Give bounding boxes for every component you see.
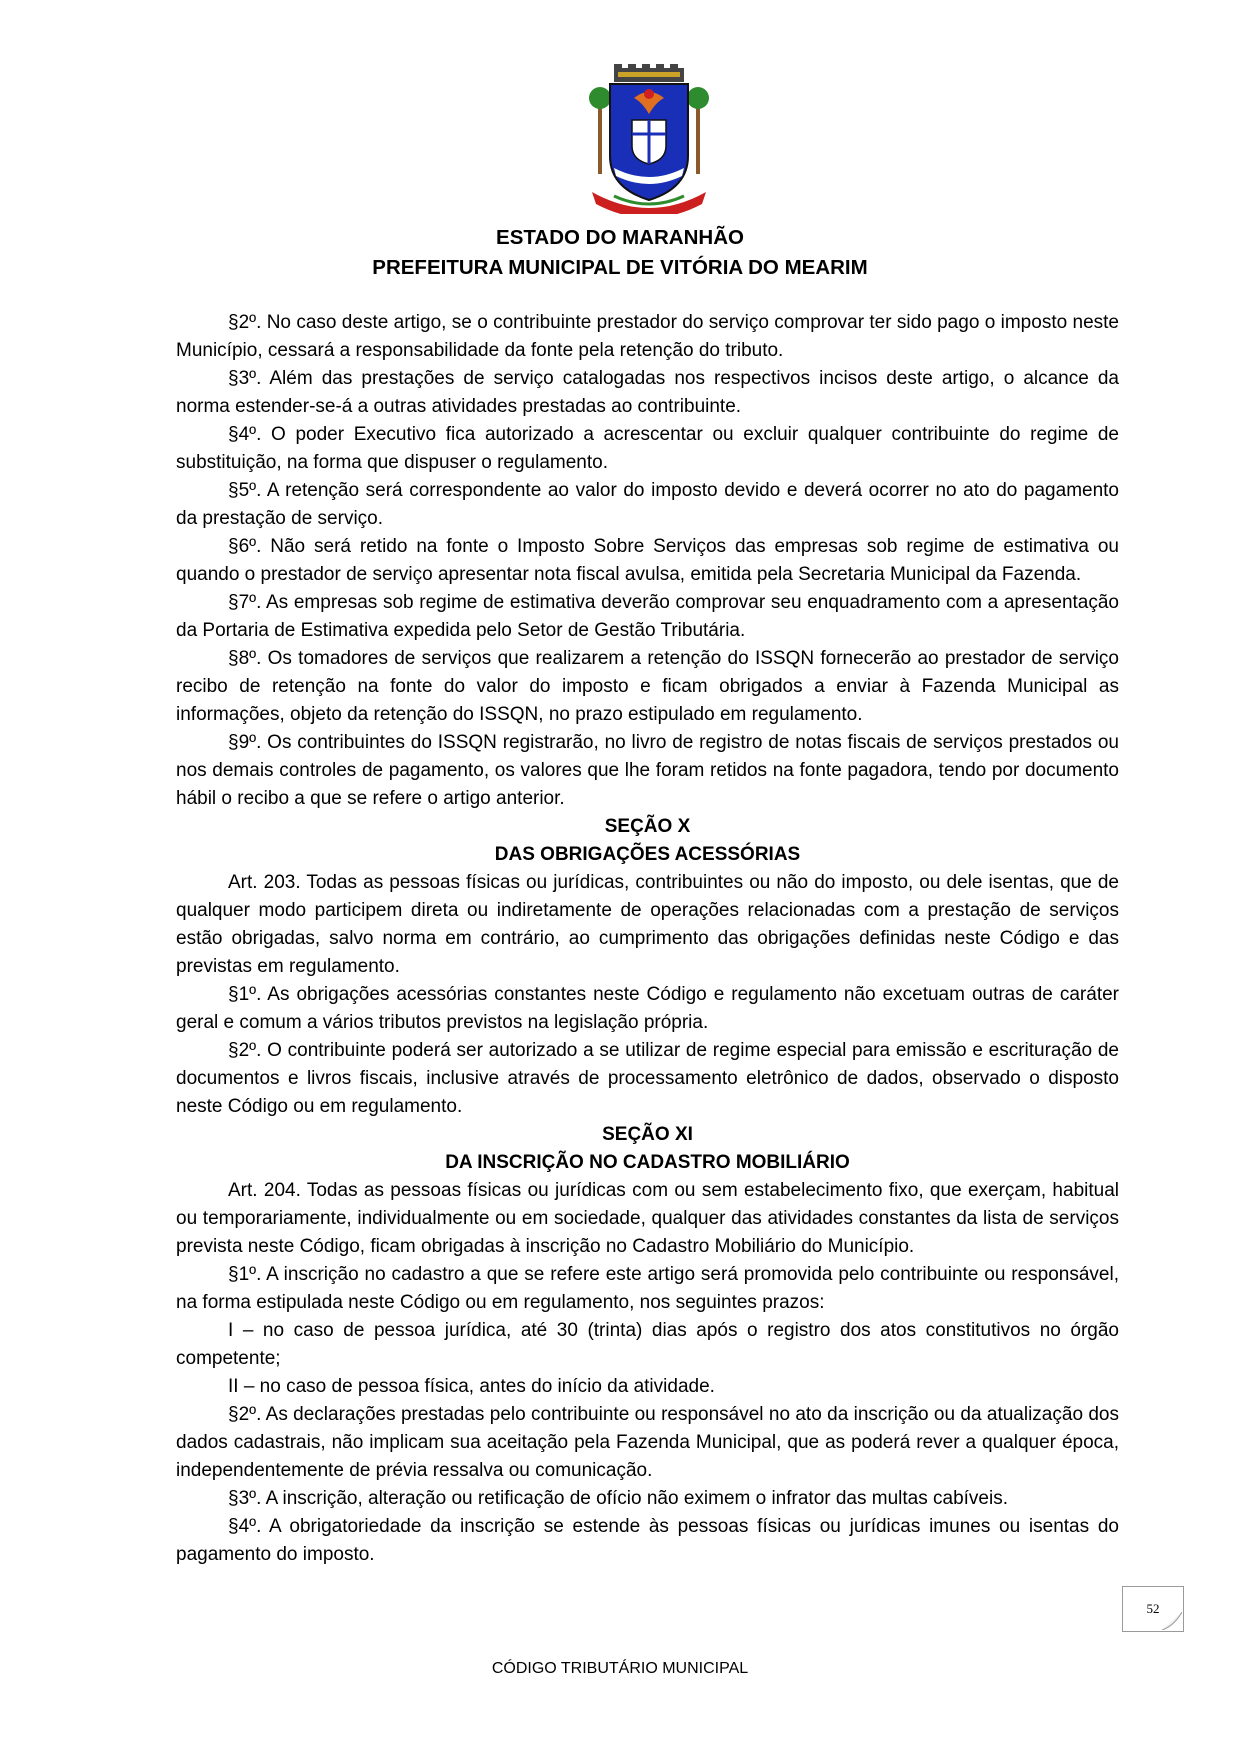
paragraph: §4º. O poder Executivo fica autorizado a acrescentar ou excluir qualquer contribuinte do regime de substituição, na forma que dispuser o regulamento. (176, 424, 1119, 473)
municipality-heading: PREFEITURA MUNICIPAL DE VITÓRIA DO MEARIM (372, 256, 868, 279)
paragraph: §1º. As obrigações acessórias constantes neste Código e regulamento não excetuam outras de caráter geral e comum a vários tributos previstos na legislação própria. (176, 984, 1119, 1033)
page-number: 52 (1122, 1586, 1184, 1632)
document-body (176, 309, 1119, 1569)
paragraph: §5º. A retenção será correspondente ao valor do imposto devido e deverá ocorrer no ato do pagamento da prestação de serviço. (176, 480, 1119, 529)
section-heading: SEÇÃO X (604, 816, 691, 837)
paragraph: §7º. As empresas sob regime de estimativa deverão comprovar seu enquadramento com a apresentação da Portaria de Estimativa expedida pelo Setor de Gestão Tributária. (176, 592, 1119, 641)
section-heading: DAS OBRIGAÇÕES ACESSÓRIAS (494, 844, 801, 865)
paragraph: §1º. A inscrição no cadastro a que se refere este artigo será promovida pelo contribuinte ou responsável, na forma estipulada neste Código ou em regulamento, nos seguintes prazos: (176, 1264, 1119, 1313)
paragraph: §4º. A obrigatoriedade da inscrição se estende às pessoas físicas ou jurídicas imunes ou isentas do pagamento do imposto. (176, 1516, 1119, 1565)
paragraph: Art. 203. Todas as pessoas físicas ou jurídicas, contribuintes ou não do imposto, ou dele isentas, que de qualquer modo participem direta ou indiretamente de operações relacionadas com a prestação de serviços estão obrigadas, salvo norma em contrário, ao cumprimento das obrigações definidas neste Código e das previstas em regulamento. (176, 872, 1119, 977)
paragraph: §3º. A inscrição, alteração ou retificação de ofício não eximem o infrator das multas cabíveis. (228, 1488, 1009, 1509)
paragraph: Art. 204. Todas as pessoas físicas ou jurídicas com ou sem estabelecimento fixo, que exerçam, habitual ou temporariamente, individualmente ou em sociedade, qualquer das atividades constantes da lista de serviços prevista neste Código, ficam obrigadas à inscrição no Cadastro Mobiliário do Município. (176, 1180, 1119, 1257)
section-heading: SEÇÃO XI (602, 1124, 693, 1145)
paragraph: §6º. Não será retido na fonte o Imposto Sobre Serviços das empresas sob regime de estimativa ou quando o prestador de serviço apresentar nota fiscal avulsa, emitida pela Secretaria Municipal da Fazenda. (176, 536, 1119, 585)
municipal-coat-of-arms (584, 64, 714, 214)
paragraph: II – no caso de pessoa física, antes do início da atividade. (228, 1376, 715, 1397)
paragraph: §8º. Os tomadores de serviços que realizarem a retenção do ISSQN fornecerão ao prestador de serviço recibo de retenção na fonte do valor do imposto e ficam obrigados a enviar à Fazenda Municipal as informações, objeto da retenção do ISSQN, no prazo estipulado em regulamento. (176, 648, 1119, 725)
paragraph: §2º. O contribuinte poderá ser autorizado a se utilizar de regime especial para emissão e escrituração de documentos e livros fiscais, inclusive através de processamento eletrônico de dados, observado o disposto neste Código ou em regulamento. (176, 1040, 1119, 1117)
paragraph: §9º. Os contribuintes do ISSQN registrarão, no livro de registro de notas fiscais de serviços prestados ou nos demais controles de pagamento, os valores que lhe foram retidos na fonte pagadora, tendo por documento hábil o recibo a que se refere o artigo anterior. (176, 732, 1119, 809)
paragraph: §3º. Além das prestações de serviço catalogadas nos respectivos incisos deste artigo, o alcance da norma estender-se-á a outras atividades prestadas ao contribuinte. (176, 368, 1119, 417)
state-heading: ESTADO DO MARANHÃO (496, 226, 744, 249)
page-curl-icon (1162, 1612, 1182, 1630)
paragraph: §2º. As declarações prestadas pelo contribuinte ou responsável no ato da inscrição ou da atualização dos dados cadastrais, não implicam sua aceitação pela Fazenda Municipal, que as poderá rever a qualquer época, independentemente de prévia ressalva ou comunicação. (176, 1404, 1119, 1481)
page-footer: CÓDIGO TRIBUTÁRIO MUNICIPAL (491, 1660, 749, 1677)
paragraph: I – no caso de pessoa jurídica, até 30 (trinta) dias após o registro dos atos constitutivos no órgão competente; (176, 1320, 1119, 1369)
section-heading: DA INSCRIÇÃO NO CADASTRO MOBILIÁRIO (445, 1152, 850, 1173)
paragraph: §2º. No caso deste artigo, se o contribuinte prestador do serviço comprovar ter sido pago o imposto neste Município, cessará a responsabilidade da fonte pela retenção do tributo. (176, 312, 1119, 361)
